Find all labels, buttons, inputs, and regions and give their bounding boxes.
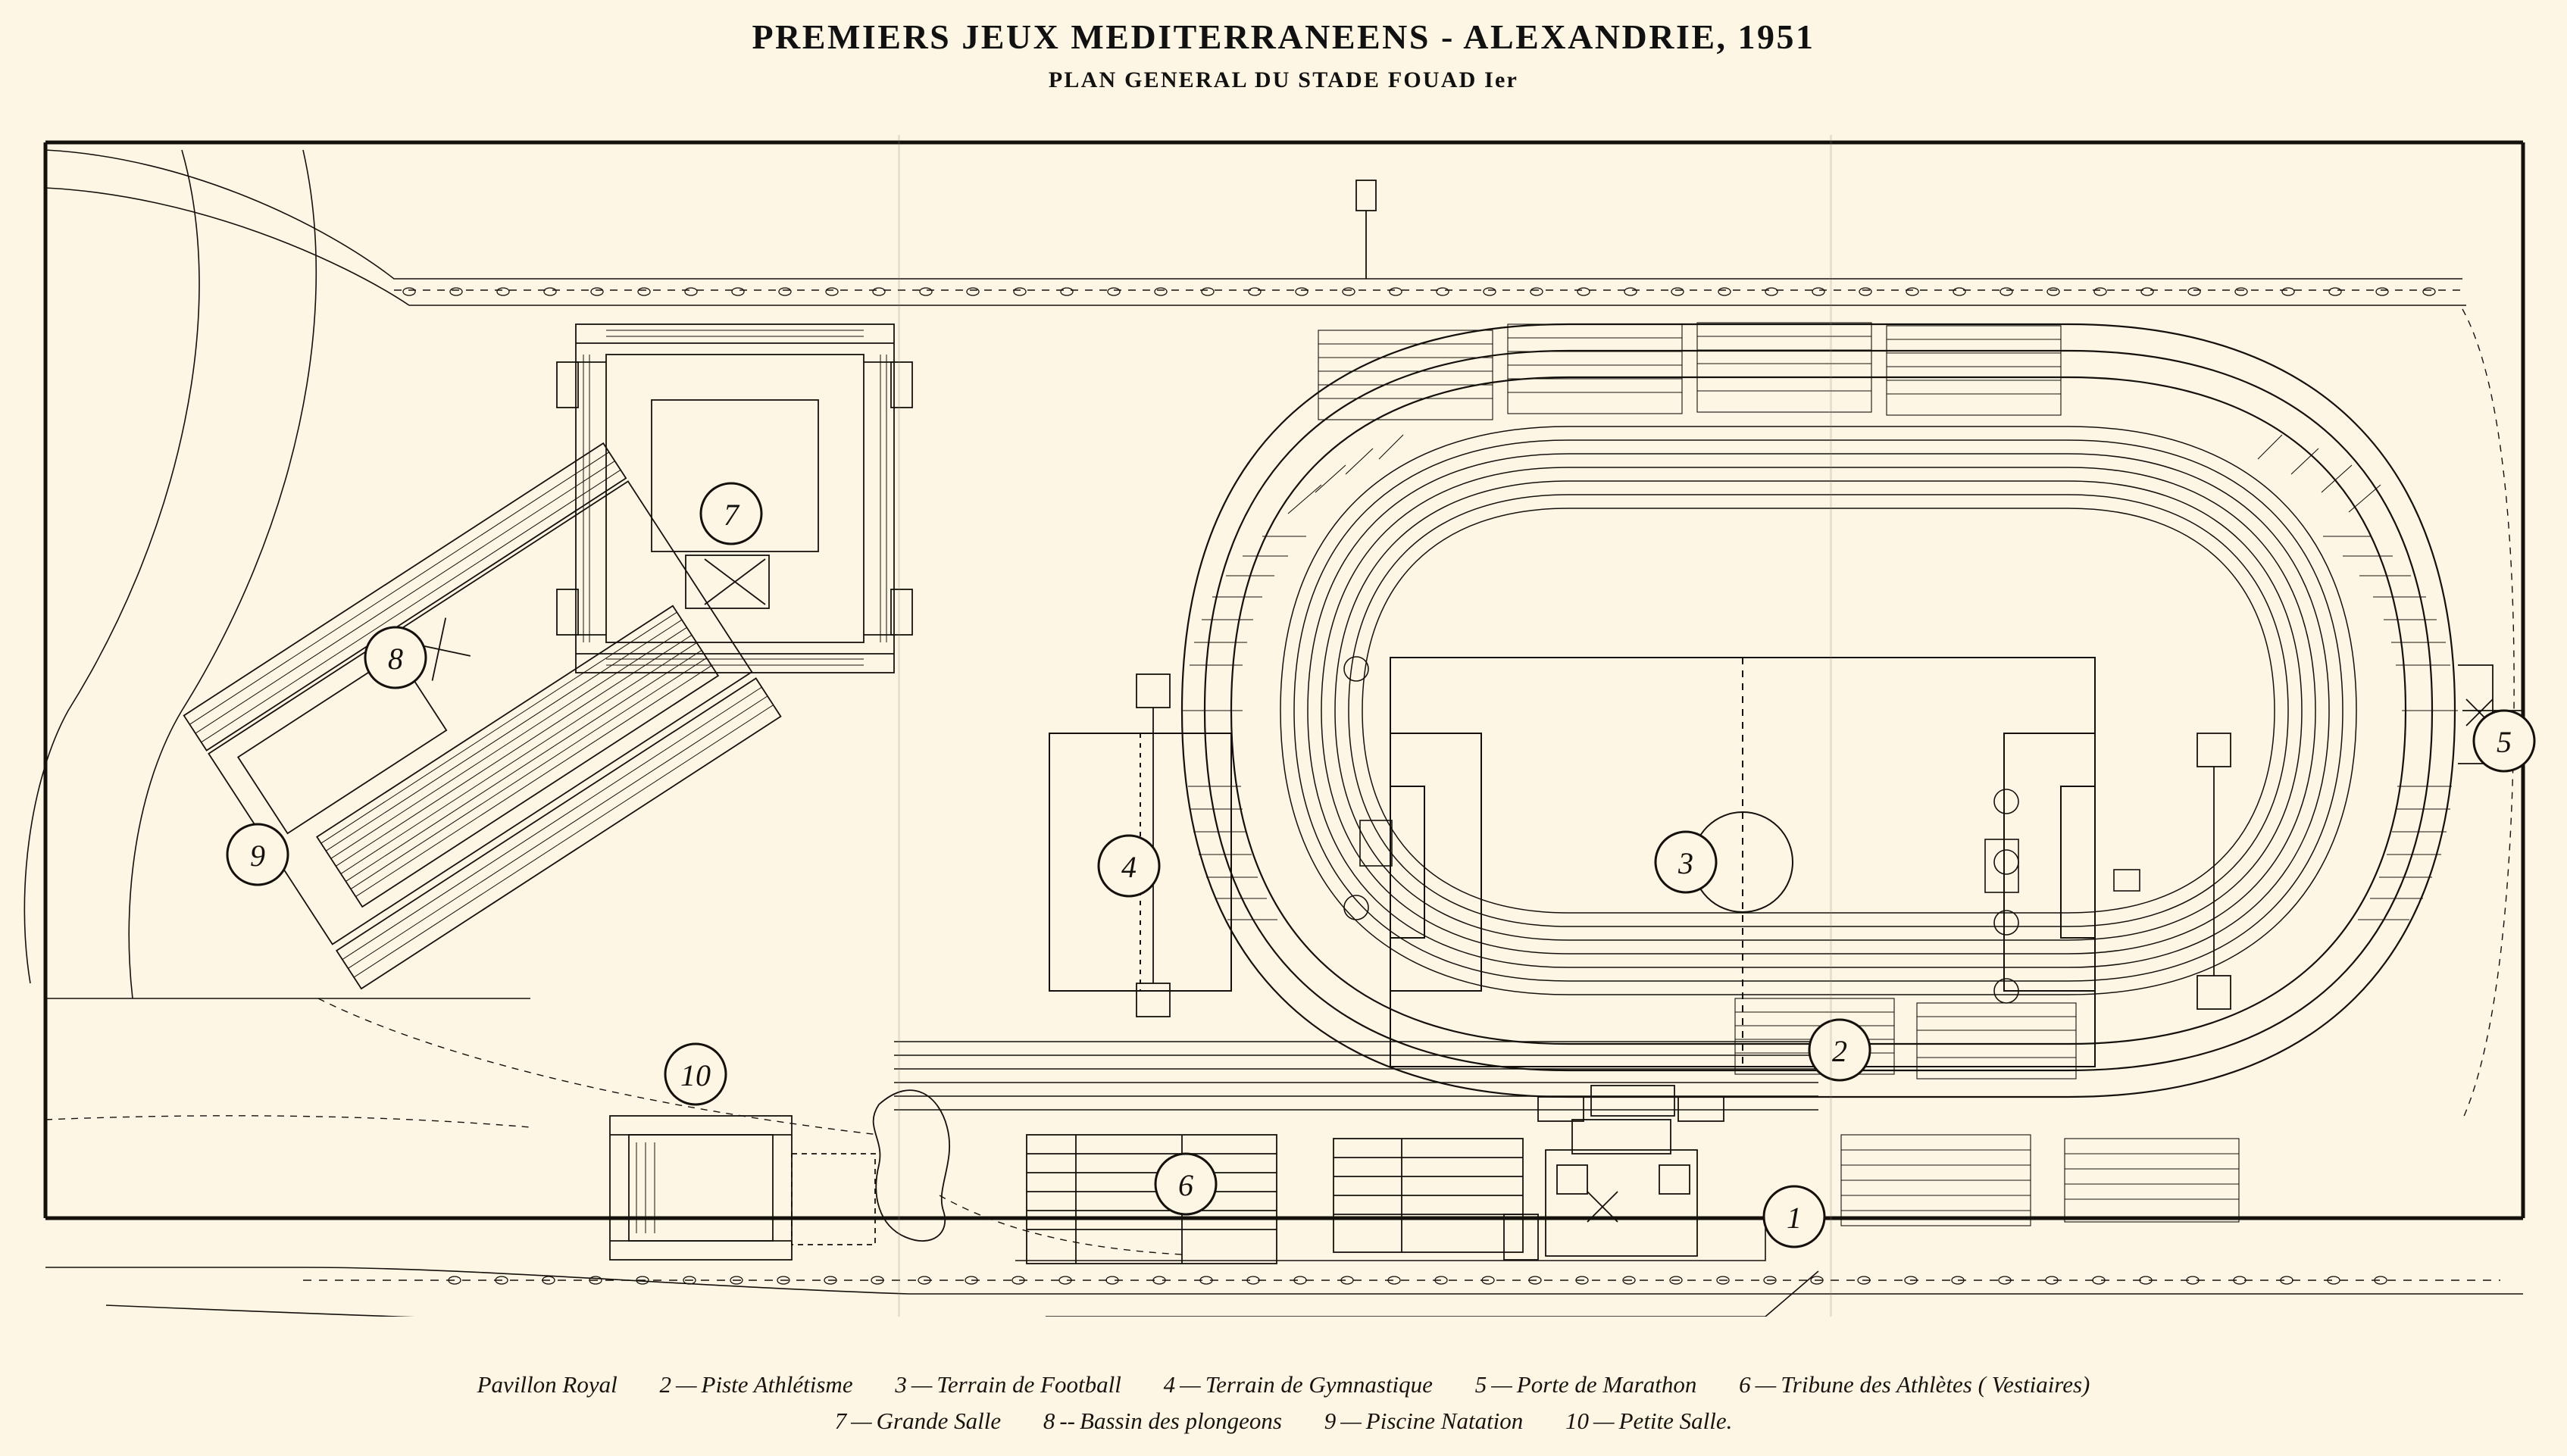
marker-8-label: 8: [388, 642, 403, 676]
marker-4-terrain-de-gymnastique[interactable]: [1099, 836, 1159, 896]
legend-item-7: [835, 1403, 1002, 1439]
legend-row-2: [0, 1403, 2567, 1439]
legend-item-9: [1324, 1403, 1524, 1439]
plan-drawing: [0, 135, 2567, 1317]
legend-item-7-dash: —: [851, 1407, 872, 1434]
legend-item-9-text: Piscine Natation: [1365, 1407, 1524, 1434]
legend-item-10-text: Petite Salle.: [1618, 1407, 1733, 1434]
marker-4-label: 4: [1121, 850, 1137, 884]
marker-2-piste-athletisme[interactable]: [1809, 1020, 1870, 1080]
legend-item-8-num: 8: [1043, 1407, 1055, 1434]
marker-8-bassin-des-plongeons[interactable]: [365, 627, 426, 688]
legend-item-10: [1565, 1403, 1732, 1439]
legend-item-10-dash: —: [1593, 1407, 1615, 1434]
legend-item-10-num: 10: [1565, 1407, 1590, 1434]
legend-item-6-text: Tribune des Athlètes ( Vestiaires): [1781, 1370, 2090, 1398]
marker-7-label: 7: [724, 498, 739, 532]
legend-item-3-dash: —: [911, 1370, 933, 1398]
legend-item-3-num: 3: [895, 1370, 907, 1398]
marker-2-label: 2: [1832, 1034, 1847, 1068]
legend-item-7-text: Grande Salle: [876, 1407, 1002, 1434]
legend-item-2-num: 2: [659, 1370, 671, 1398]
legend-item-6: [1739, 1367, 2090, 1403]
legend-item-5: [1475, 1367, 1697, 1403]
page-subtitle: PLAN GENERAL DU STADE FOUAD Ier: [1048, 67, 1519, 92]
legend-item-5-dash: —: [1491, 1370, 1512, 1398]
marker-6-label: 6: [1178, 1168, 1193, 1202]
marker-7-grande-salle[interactable]: [701, 483, 761, 544]
legend-item-6-num: 6: [1739, 1370, 1751, 1398]
stadium-plan: [0, 135, 2567, 1317]
legend: [0, 1367, 2567, 1439]
legend-item-3: [895, 1367, 1121, 1403]
legend-item-4: [1164, 1367, 1433, 1403]
marker-9-piscine-natation[interactable]: [227, 824, 288, 885]
legend-item-8-text: Bassin des plongeons: [1080, 1407, 1282, 1434]
legend-item-9-num: 9: [1324, 1407, 1337, 1434]
legend-item-5-text: Porte de Marathon: [1516, 1370, 1697, 1398]
title-block: [0, 0, 2567, 93]
legend-item-4-dash: —: [1180, 1370, 1201, 1398]
legend-item-1-text: Pavillon Royal: [477, 1370, 618, 1398]
legend-item-6-dash: —: [1755, 1370, 1777, 1398]
legend-item-2: [659, 1367, 852, 1403]
legend-item-4-num: 4: [1163, 1370, 1176, 1398]
marker-1-label: 1: [1787, 1201, 1802, 1235]
marker-10-label: 10: [680, 1058, 711, 1092]
legend-item-2-dash: —: [675, 1370, 697, 1398]
page-title: PREMIERS JEUX MEDITERRANEENS - ALEXANDRIE, 1951: [752, 17, 1815, 56]
marker-9-label: 9: [250, 839, 265, 873]
legend-item-4-text: Terrain de Gymnastique: [1205, 1370, 1433, 1398]
legend-item-8-dash: --: [1059, 1407, 1076, 1434]
marker-5-label: 5: [2497, 725, 2512, 759]
marker-3-label: 3: [1678, 846, 1693, 880]
marker-10-petite-salle[interactable]: [665, 1044, 726, 1104]
legend-item-1: [477, 1367, 618, 1403]
legend-item-7-num: 7: [834, 1407, 847, 1434]
legend-item-9-dash: —: [1340, 1407, 1362, 1434]
legend-item-3-text: Terrain de Football: [936, 1370, 1121, 1398]
legend-row-1: [0, 1367, 2567, 1403]
legend-item-8: [1043, 1403, 1282, 1439]
legend-item-5-num: 5: [1474, 1370, 1487, 1398]
marker-5-porte-de-marathon[interactable]: [2474, 711, 2534, 771]
marker-1-pavillon-royal[interactable]: [1764, 1186, 1824, 1247]
marker-6-tribune-des-athletes[interactable]: [1155, 1154, 1216, 1214]
legend-item-2-text: Piste Athlétisme: [701, 1370, 853, 1398]
marker-3-terrain-de-football[interactable]: [1656, 832, 1716, 892]
